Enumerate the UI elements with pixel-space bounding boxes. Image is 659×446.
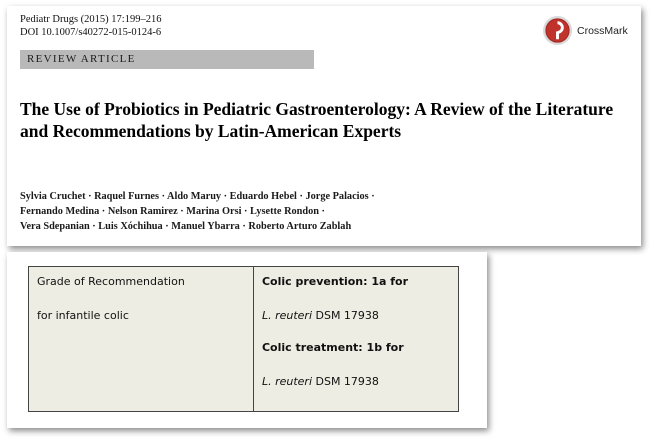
strain-id: DSM 17938 [312,375,379,388]
recommendation-label-cell [29,267,254,412]
author-line: Sylvia Cruchet · Raquel Furnes · Aldo Maruy · Eduardo Hebel · Jorge Palacios · [20,191,375,202]
crossmark-icon [542,15,573,46]
strain-id: DSM 17938 [312,309,379,322]
section-banner [20,50,314,69]
recommendation-value-cell [253,267,458,412]
crossmark-badge[interactable] [542,13,638,49]
crossmark-label: CrossMark [577,25,628,37]
grade-label: Grade of Recommendation [37,275,185,288]
recommendation-card [7,252,487,428]
doi-link[interactable]: DOI 10.1007/s40272-015-0124-6 [20,27,162,38]
article-title: The Use of Probiotics in Pediatric Gastroenterology: A Review of the Literature and Recommendations by Latin-American Experts [20,99,614,141]
author-line: Fernando Medina · Nelson Ramirez · Marina Orsi · Lysette Rondon · [20,206,325,217]
condition-label: for infantile colic [37,309,129,322]
species-name: L. reuteri [261,375,312,388]
section-label: REVIEW ARTICLE [27,53,136,65]
species-name: L. reuteri [261,309,312,322]
author-list [20,189,630,234]
colic-prevention-grade: Colic prevention: 1a for [261,275,409,288]
author-line: Vera Sdepanian · Luis Xóchihua · Manuel Ybarra · Roberto Arturo Zablah [20,221,352,232]
prevention-strain [262,309,379,322]
recommendation-table [28,266,459,412]
treatment-strain [262,375,379,388]
journal-citation: Pediatr Drugs (2015) 17:199–216 [20,14,162,25]
colic-treatment-grade: Colic treatment: 1b for [261,341,404,354]
article-header-card [7,6,641,246]
